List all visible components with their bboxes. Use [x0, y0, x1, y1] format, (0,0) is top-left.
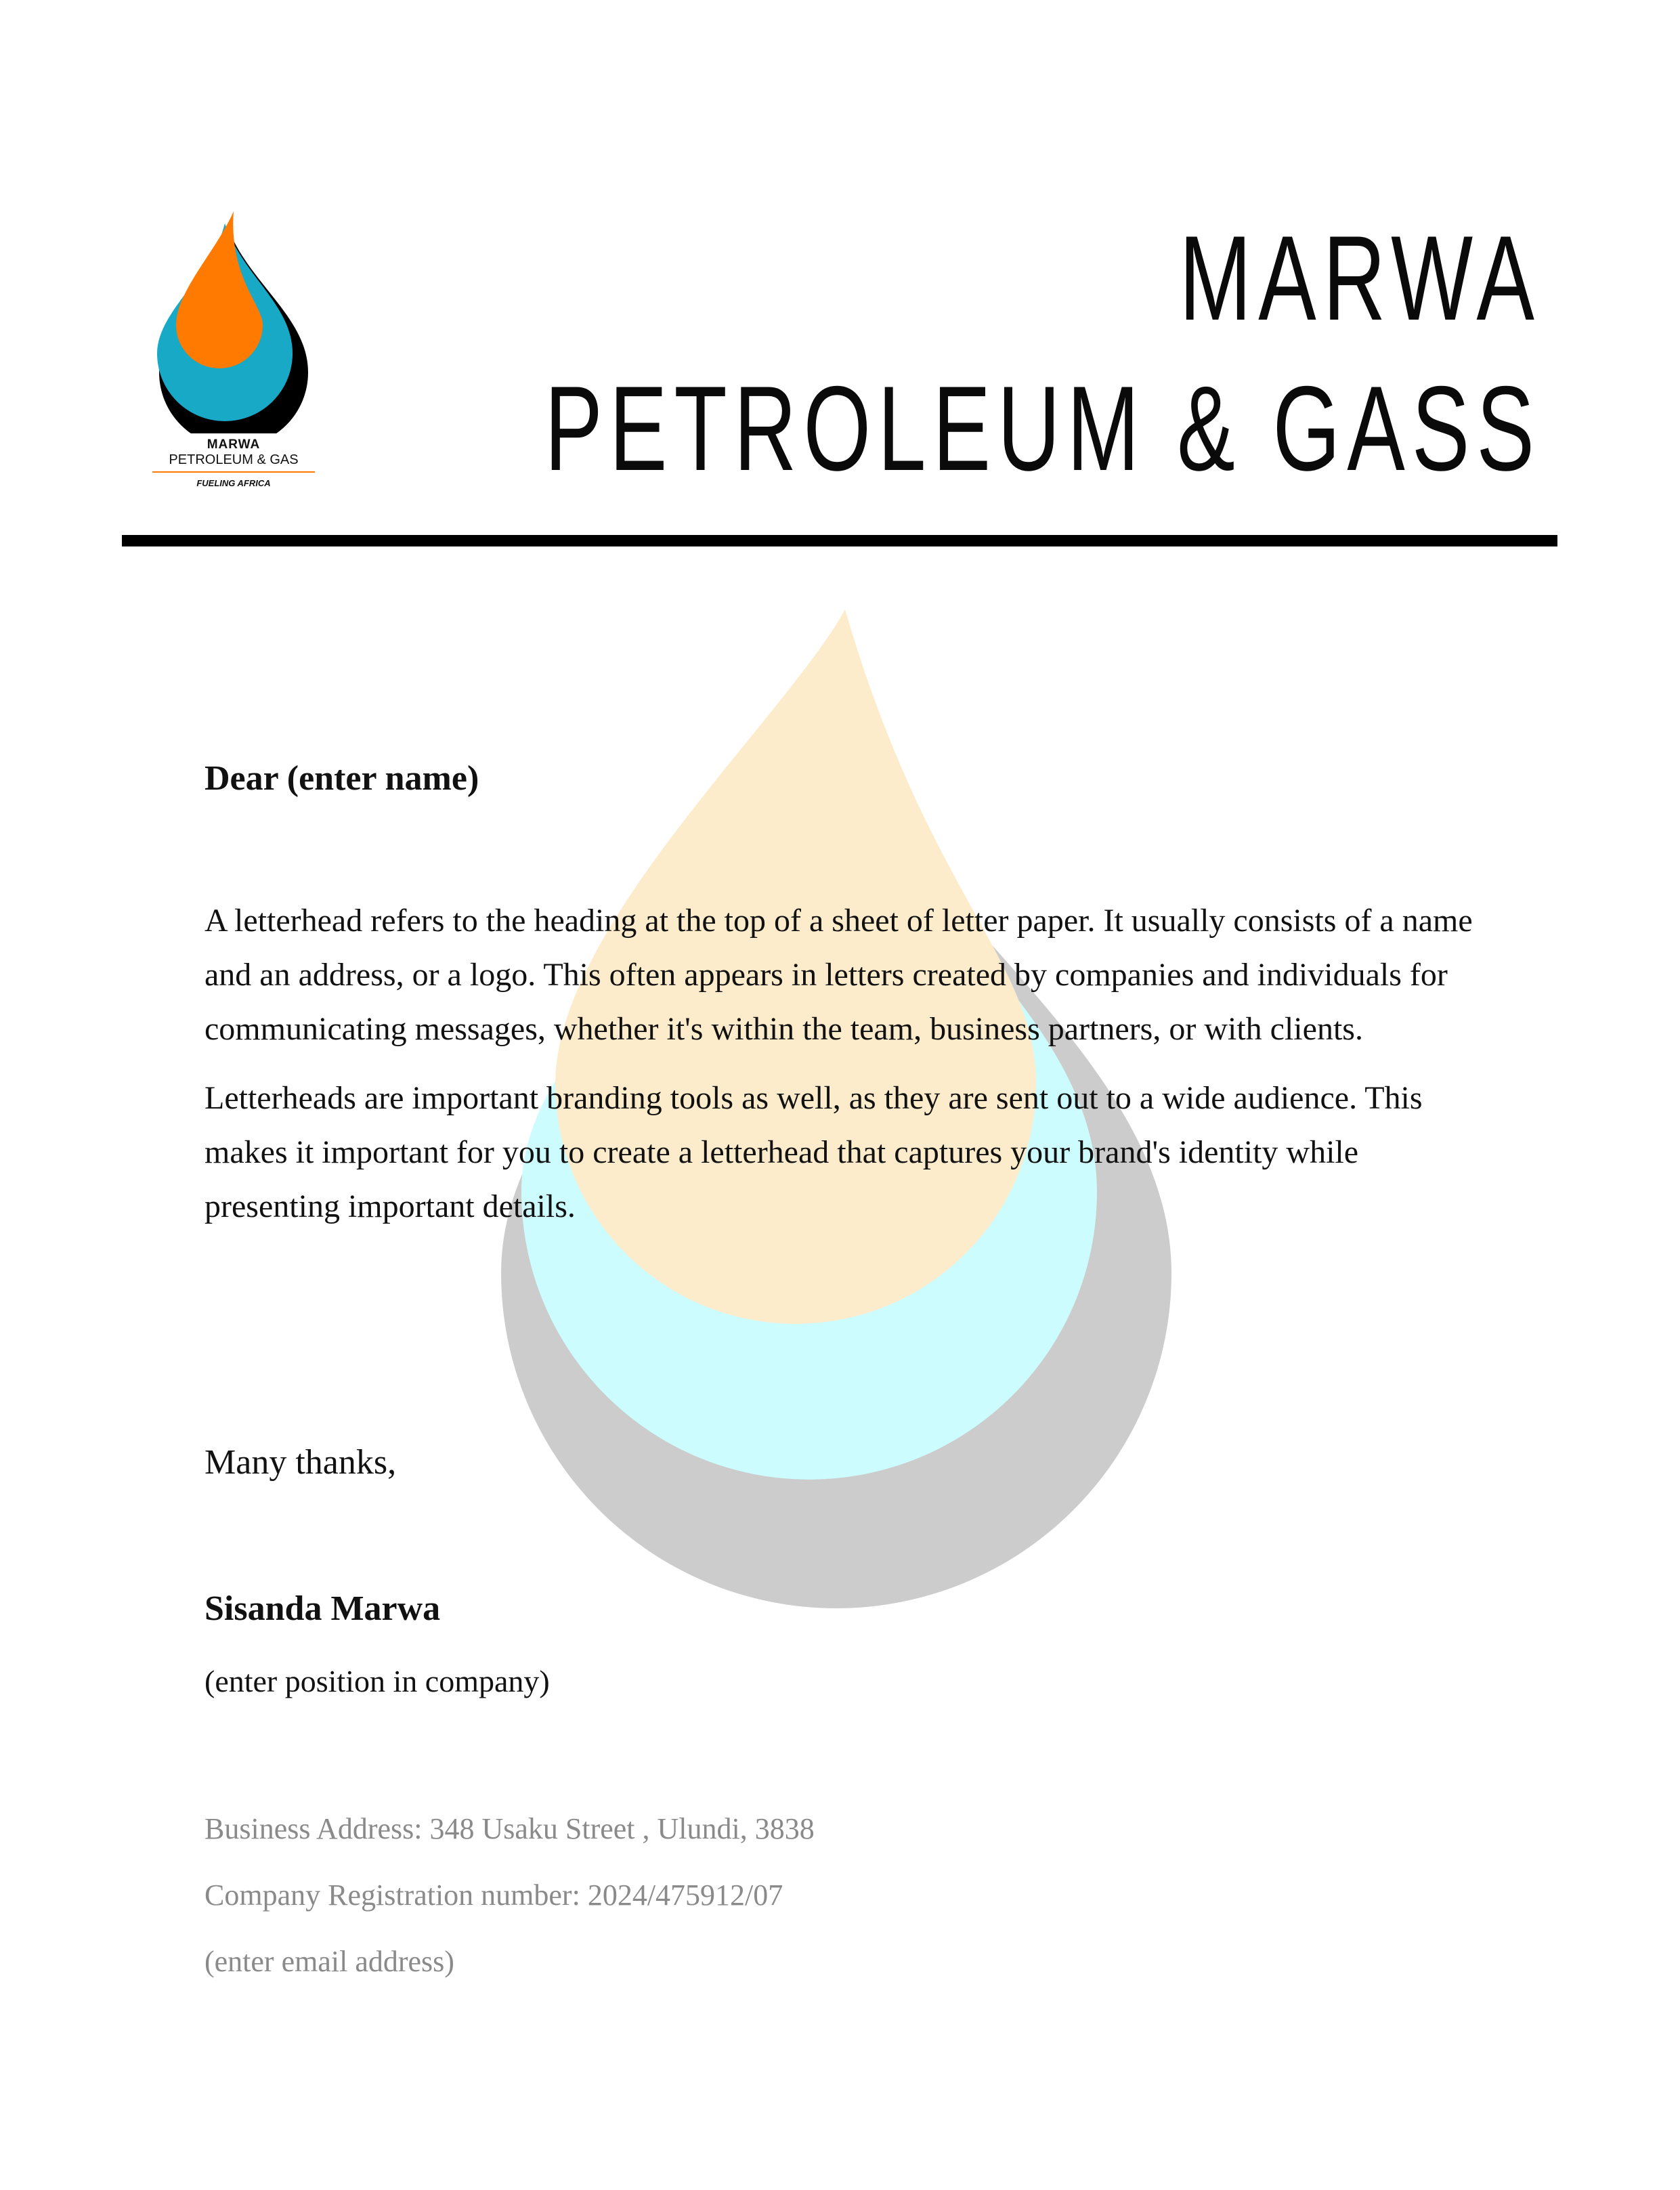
registration-number: Company Registration number: 2024/475912/07	[204, 1878, 783, 1912]
signer-name: Sisanda Marwa	[204, 1589, 441, 1628]
oil-drop-logo-icon	[149, 203, 318, 433]
business-address: Business Address: 348 Usaku Street , Ulundi, 3838	[204, 1812, 815, 1845]
company-title	[544, 203, 1541, 504]
logo-tagline: FUELING AFRICA	[196, 478, 271, 488]
greeting: Dear (enter name)	[204, 759, 479, 798]
paragraph: Letterheads are important branding tools as well, as they are sent out to a wide audience. This makes it important for you to create a letterhead that captures your brand's identity while presenting important details.	[204, 1080, 1423, 1224]
closing: Many thanks,	[204, 1443, 397, 1482]
email-address: (enter email address)	[204, 1945, 454, 1978]
logo-name-line-1: MARWA	[207, 437, 261, 452]
logo-name-line-2: PETROLEUM & GAS	[169, 452, 299, 467]
logo-divider	[152, 471, 315, 473]
signer-position: (enter position in company)	[204, 1664, 550, 1698]
company-logo	[149, 203, 318, 501]
company-title-line-1: MARWA	[1179, 211, 1541, 345]
letter-paragraphs	[204, 894, 1478, 1249]
company-title-line-2: PETROLEUM & GASS	[544, 361, 1541, 496]
paragraph: A letterhead refers to the heading at the top of a sheet of letter paper. It usually consists of a name and an address, or a logo. This often appears in letters created by companies and individuals for communicating messages, whether it's within the team, business partners, or with clients.	[204, 903, 1473, 1047]
contact-details	[204, 1796, 815, 1995]
header-divider	[122, 535, 1557, 546]
